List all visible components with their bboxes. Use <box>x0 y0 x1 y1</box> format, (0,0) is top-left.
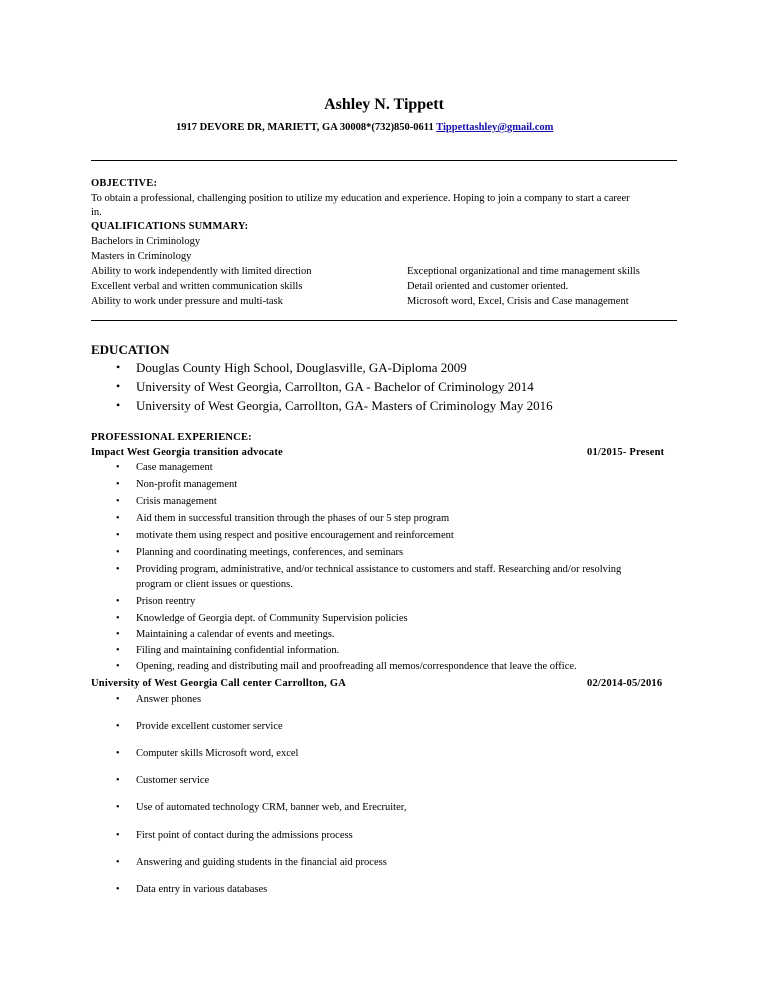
bullet: • <box>116 748 120 759</box>
resume-name: Ashley N. Tippett <box>324 96 444 113</box>
duty-item: Planning and coordinating meetings, conferences, and seminars <box>136 547 404 558</box>
bullet: • <box>116 596 120 607</box>
divider-top <box>91 160 677 161</box>
duty-item: Customer service <box>136 775 210 786</box>
duty-item: motivate them using respect and positive encouragement and reinforcement <box>136 530 454 541</box>
duty-item: Computer skills Microsoft word, excel <box>136 748 299 759</box>
qualification-right: Exceptional organizational and time management skills <box>407 266 640 277</box>
duty-item: Data entry in various databases <box>136 884 268 895</box>
objective-heading: OBJECTIVE: <box>91 178 158 189</box>
job-dates: 01/2015- Present <box>587 447 665 458</box>
education-item: University of West Georgia, Carrollton, GA- Masters of Criminology May 2016 <box>136 398 553 413</box>
bullet: • <box>116 496 120 507</box>
bullet: • <box>116 884 120 895</box>
degree-item: Masters in Criminology <box>91 251 192 262</box>
qualification-right: Microsoft word, Excel, Crisis and Case management <box>407 296 629 307</box>
duty-item: Answering and guiding students in the financial aid process <box>136 857 387 868</box>
qualification-left: Ability to work under pressure and multi-task <box>91 296 283 307</box>
email-link[interactable]: Tippettashley@gmail.com <box>436 122 554 133</box>
duty-item: Maintaining a calendar of events and meetings. <box>136 629 335 640</box>
duty-item: Prison reentry <box>136 596 196 607</box>
qualifications-heading: QUALIFICATIONS SUMMARY: <box>91 221 249 232</box>
duty-item: Crisis management <box>136 496 217 507</box>
contact-line <box>176 122 553 133</box>
job-title: University of West Georgia Call center Carrollton, GA <box>91 678 346 689</box>
bullet: • <box>116 645 120 656</box>
duty-item-continued: program or client issues or questions. <box>136 579 293 590</box>
objective-text-line1: To obtain a professional, challenging position to utilize my education and experience. Hoping to join a company to start a career <box>91 193 630 204</box>
bullet: • <box>116 830 120 841</box>
bullet: • <box>116 694 120 705</box>
duty-item: Opening, reading and distributing mail and proofreading all memos/correspondence that leave the office. <box>136 661 577 672</box>
objective-text-line2: in. <box>91 207 102 218</box>
bullet: • <box>116 661 120 672</box>
duty-item: First point of contact during the admissions process <box>136 830 353 841</box>
education-heading: EDUCATION <box>91 342 170 357</box>
degree-item: Bachelors in Criminology <box>91 236 201 247</box>
bullet: • <box>116 513 120 524</box>
divider-middle <box>91 320 677 321</box>
bullet: • <box>116 462 120 473</box>
qualification-left: Excellent verbal and written communication skills <box>91 281 303 292</box>
job-dates: 02/2014-05/2016 <box>587 678 663 689</box>
duty-item: Knowledge of Georgia dept. of Community Supervision policies <box>136 613 408 624</box>
duty-item: Case management <box>136 462 213 473</box>
job-title: Impact West Georgia transition advocate <box>91 447 283 458</box>
bullet: • <box>116 721 120 732</box>
bullet: • <box>116 613 120 624</box>
qualification-right: Detail oriented and customer oriented. <box>407 281 569 292</box>
bullet: • <box>116 564 120 575</box>
bullet: • <box>116 398 121 412</box>
duty-item: Non-profit management <box>136 479 238 490</box>
bullet: • <box>116 547 120 558</box>
bullet: • <box>116 479 120 490</box>
duty-item: Use of automated technology CRM, banner web, and Erecruiter, <box>136 802 407 813</box>
bullet: • <box>116 629 120 640</box>
experience-heading: PROFESSIONAL EXPERIENCE: <box>91 432 252 443</box>
duty-item: Answer phones <box>136 694 202 705</box>
bullet: • <box>116 530 120 541</box>
bullet: • <box>116 802 120 813</box>
bullet: • <box>116 857 120 868</box>
contact-address-phone: 1917 DEVORE DR, MARIETT, GA 30008*(732)850-0611 <box>176 122 434 133</box>
bullet: • <box>116 360 121 374</box>
education-item: University of West Georgia, Carrollton, GA - Bachelor of Criminology 2014 <box>136 379 534 394</box>
duty-item: Providing program, administrative, and/or technical assistance to customers and staff. Researching and/or resolving <box>136 564 622 575</box>
duty-item: Aid them in successful transition through the phases of our 5 step program <box>136 513 450 524</box>
bullet: • <box>116 379 121 393</box>
education-item: Douglas County High School, Douglasville, GA-Diploma 2009 <box>136 360 467 375</box>
duty-item: Provide excellent customer service <box>136 721 283 732</box>
qualification-left: Ability to work independently with limited direction <box>91 266 312 277</box>
bullet: • <box>116 775 120 786</box>
duty-item: Filing and maintaining confidential information. <box>136 645 340 656</box>
